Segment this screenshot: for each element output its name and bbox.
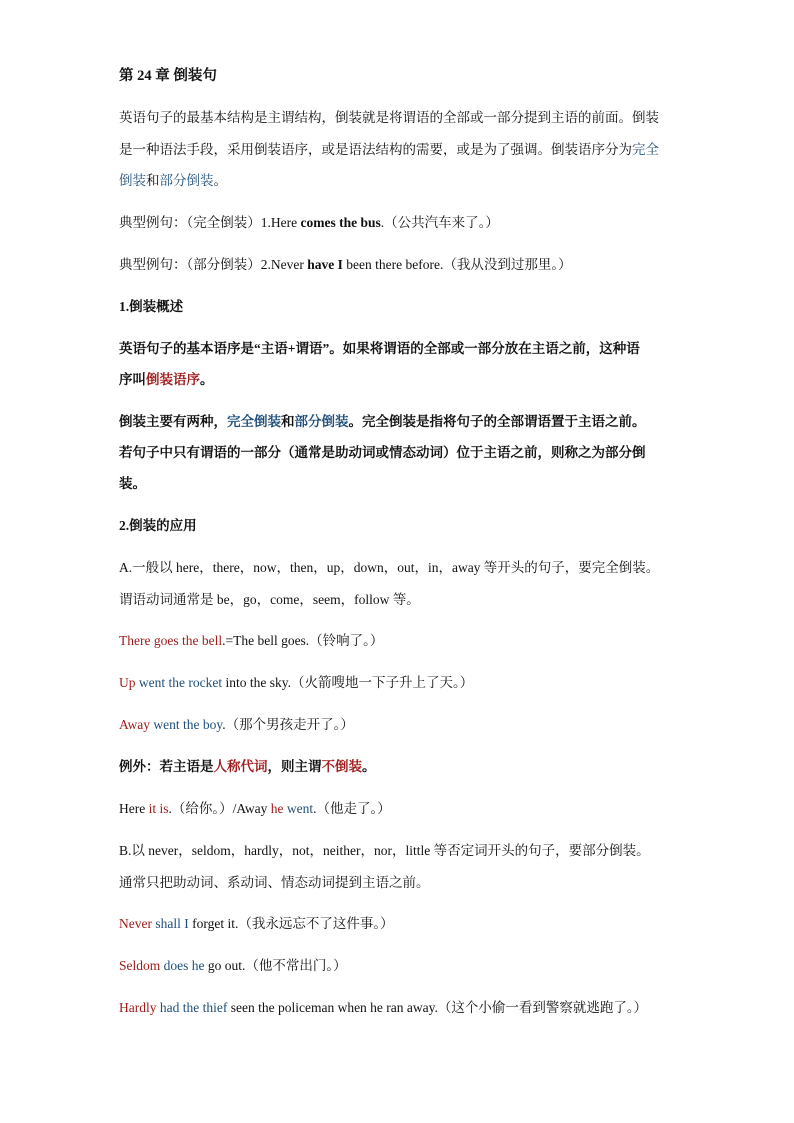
term-partial: 部分倒装 (159, 173, 214, 188)
types-text-end: 。完全倒装是指将句子的全部谓语置于主语之前。 (348, 414, 646, 429)
pronoun-phrase: it is (148, 801, 169, 816)
negative-word: Seldom (119, 958, 161, 973)
chapter-name: 倒装句 (173, 68, 217, 84)
term-no-inversion: 不倒装 (321, 759, 362, 774)
example-here-it-is (119, 800, 391, 818)
negative-word: Never (119, 916, 152, 931)
example-sentence-1 (119, 214, 499, 232)
example-text: .（给你。）/Away (168, 801, 271, 816)
intro-line-2 (119, 141, 659, 159)
example-suffix: .（公共汽车来了。） (380, 215, 499, 230)
example-rest: .=The bell goes.（铃响了。） (222, 633, 384, 648)
intro-line-1: 英语句子的最基本结构是主谓结构，倒装就是将谓语的全部或一部分提到主语的前面。倒装 (119, 110, 659, 125)
example-rest: into the sky.（火箭嗖地一下子升上了天。） (222, 675, 474, 690)
negative-word: Hardly (119, 1000, 157, 1015)
rule-a-line-2: 谓语动词通常是 be，go，come，seem，follow 等。 (119, 592, 420, 607)
pronoun: he (270, 801, 284, 816)
inverted-phrase: There goes the bell (119, 633, 223, 648)
conjunction: 和 (146, 173, 160, 188)
example-away-went (119, 716, 354, 734)
period: 。 (213, 173, 227, 188)
example-rest: go out.（他不常出门。） (204, 958, 347, 973)
aux-subject: shall I (155, 916, 189, 931)
conjunction: 和 (281, 414, 295, 429)
term-full-inversion: 完全倒装 (227, 414, 281, 429)
exception-note (119, 758, 376, 776)
example-emphasis: comes the bus (300, 215, 381, 230)
example-text: Here (119, 801, 149, 816)
term-partial-inversion: 部分倒装 (294, 414, 349, 429)
adverb: Away (119, 717, 151, 732)
example-up-went (119, 674, 473, 692)
verb-subject: went the boy (153, 717, 223, 732)
period: 。 (200, 372, 214, 387)
example-prefix: 典型例句：（完全倒装）1.Here (119, 215, 301, 230)
example-seldom-does (119, 957, 347, 975)
types-line-2: 若句子中只有谓语的一部分（通常是助动词或情态动词）位于主语之前，则称之为部分倒 (119, 445, 646, 460)
overview-line-1: 英语句子的基本语序是“主语+谓语”。如果将谓语的全部或一部分放在主语之前，这种语 (119, 341, 640, 356)
example-rest: forget it.（我永远忘不了这件事。） (188, 916, 394, 931)
example-rest: .（他走了。） (313, 801, 391, 816)
example-sentence-2 (119, 256, 572, 274)
chapter-number: 第 24 章 (119, 68, 170, 84)
example-rest: .（那个男孩走开了。） (222, 717, 354, 732)
aux-subject: had the thief (159, 1000, 228, 1015)
overview-line-2 (119, 371, 214, 389)
section-2-heading: 2.倒装的应用 (119, 518, 197, 533)
example-prefix: 典型例句：（部分倒装）2.Never (119, 257, 308, 272)
rule-b-line-2: 通常只把助动词、系动词、情态动词提到主语之前。 (119, 875, 430, 890)
overview-text: 序叫 (119, 372, 146, 387)
intro-text: 是一种语法手段，采用倒装语序，或是语法结构的需要，或是为了强调。倒装语序分为 (119, 142, 632, 157)
term-full-end: 倒装 (119, 173, 146, 188)
verb-subject: went the rocket (138, 675, 223, 690)
aux-subject: does he (163, 958, 205, 973)
example-hardly-had (119, 999, 647, 1017)
term-full: 完全 (632, 142, 659, 157)
period: 。 (362, 759, 376, 774)
chapter-title (119, 67, 217, 85)
types-text: 倒装主要有两种， (119, 414, 227, 429)
example-never-shall (119, 915, 394, 933)
adverb: Up (119, 675, 136, 690)
example-suffix: been there before.（我从没到过那里。） (342, 257, 572, 272)
example-there-goes (119, 632, 383, 650)
example-rest: seen the policeman when he ran away.（这个小偷一看到警察就逃跑了。） (227, 1000, 648, 1015)
rule-a-line-1: A.一般以 here，there，now，then，up，down，out，in，away 等开头的句子，要完全倒装。 (119, 560, 660, 575)
exception-text: ，则主谓 (267, 759, 322, 774)
exception-text: 例外：若主语是 (119, 759, 214, 774)
term-personal-pronoun: 人称代词 (213, 759, 268, 774)
example-emphasis: have I (307, 257, 343, 272)
section-1-heading: 1.倒装概述 (119, 299, 184, 314)
intro-line-3 (119, 172, 227, 190)
types-line-3: 装。 (119, 476, 146, 491)
term-inverted-order: 倒装语序 (146, 372, 200, 387)
verb: went (286, 801, 314, 816)
rule-b-line-1: B.以 never，seldom，hardly，not，neither，nor，little 等否定词开头的句子，要部分倒装。 (119, 843, 650, 858)
types-line-1 (119, 413, 646, 431)
